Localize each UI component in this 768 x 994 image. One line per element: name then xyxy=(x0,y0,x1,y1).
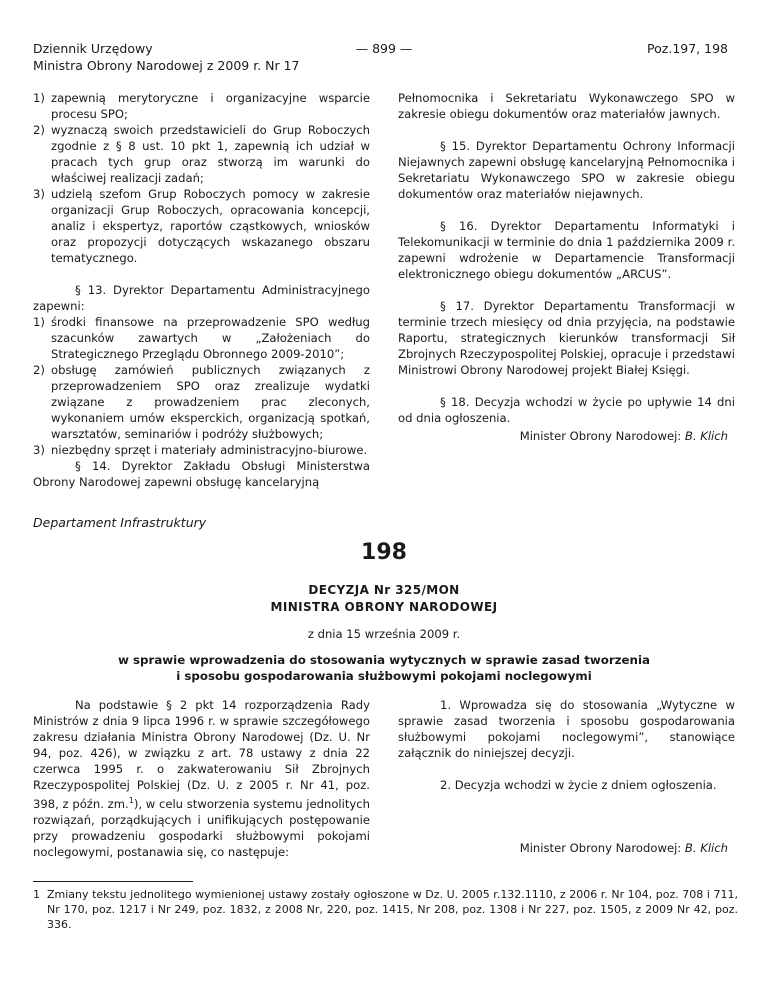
footnote-text: Zmiany tekstu jednolitego wymienionej ustawy zostały ogłoszone w Dz. U. 2005 r.132.1110, z 2006 r. Nr 104, poz. 708 i 711, Nr 170, poz. 1217 i Nr 249, poz. 1832, z 2008 Nr, 220, poz. 1415, Nr 208, poz. 1308 i Nr 227, poz. 1505, z 2009 Nr 42, poz. 336. xyxy=(47,888,738,931)
prev-left-column xyxy=(33,90,370,490)
list-item: 3) niezbędny sprzęt i materiały administracyjno-biurowe. xyxy=(33,443,368,457)
decision-date: z dnia 15 września 2009 r. xyxy=(307,627,461,641)
decision-subject-line2: i sposobu gospodarowania służbowymi pokojami noclegowymi xyxy=(176,669,592,683)
decision-left-column xyxy=(33,697,370,860)
signature-prev: Minister Obrony Narodowej: B. Klich xyxy=(519,429,728,443)
paragraph-14-start: § 14. Dyrektor Zakładu Obsługi Ministerstwa Obrony Narodowej zapewni obsługę kancelaryjną xyxy=(33,459,370,489)
paragraph-17: § 17. Dyrektor Departamentu Transformacji w terminie trzech miesięcy od dnia przyjęcia, na podstawie Raportu, strategicznych kierunków transformacji Sił Zbrojnych Rzeczypospolitej Polskiej, opracuje i przedstawi Ministrowi Obrony Narodowej projekt Białej Księgi. xyxy=(398,299,735,377)
position-number: 198 xyxy=(361,540,407,565)
list-item: 2) obsługę zamówień publicznych związanych z przeprowadzeniem SPO oraz zrealizuje wydatki związane z prowadzeniem prac zleconych, wykonaniem umów eksperckich, organizacją spotkań, warsztatów, seminariów i podróży służbowych; xyxy=(33,363,370,441)
list-item: 1) środki finansowe na przeprowadzenie SPO według szacunków zawartych w „Założeniach do Strategicznego Przeglądu Obronnego 2009-2010”; xyxy=(33,315,370,361)
list-item: 2) wyznaczą swoich przedstawicieli do Grup Roboczych zgodnie z § 8 ust. 10 pkt 1, zapewnią ich udział w pracach tych grup oraz stworzą im warunki do właściwej realizacji zadań; xyxy=(33,123,370,185)
page-number: — 899 — xyxy=(355,41,413,56)
decision-title xyxy=(0,582,768,616)
paragraph-13-intro: § 13. Dyrektor Departamentu Administracyjnego zapewni: xyxy=(33,283,370,313)
paragraph-14-end: Pełnomocnika i Sekretariatu Wykonawczego SPO w zakresie obiegu dokumentów oraz materiałów jawnych. xyxy=(398,91,735,121)
journal-title-line2: Ministra Obrony Narodowej z 2009 r. Nr 17 xyxy=(33,58,300,73)
signature-name: B. Klich xyxy=(684,429,728,443)
preamble: Na podstawie § 2 pkt 14 rozporządzenia Rady Ministrów z dnia 9 lipca 1996 r. w sprawie szczegółowego zakresu działania Ministra Obrony Narodowej (Dz. U. Nr 94, poz. 426), w związku z art. 78 ustawy z dnia 22 czerwca 1995 r. o zakwaterowaniu Sił Zbrojnych Rzeczypospolitej Polskiej (Dz. U. z 2005 r. Nr 41, poz. 398, z późn. zm.$^1$), w celu stworzenia systemu jednolitych rozwiązań, porządkujących i unifikujących postępowanie przy prowadzeniu gospodarki służbowymi pokojami noclegowymi, postanawia się, co następuje: xyxy=(33,698,370,859)
signature-decision: Minister Obrony Narodowej: B. Klich xyxy=(519,841,728,855)
decision-title-line1: DECYZJA Nr 325/MON xyxy=(308,583,460,597)
decision-subject xyxy=(0,652,768,684)
prev-right-column xyxy=(398,90,735,426)
position-numbers: Poz.197, 198 xyxy=(647,41,728,56)
list-item: 3) udzielą szefom Grup Roboczych pomocy w zakresie organizacji Grup Roboczych, opracowania koncepcji, analiz i ekspertyz, raportów cząstkowych, wniosków oraz propozycji dotyczących wskazanego obszaru tematycznego. xyxy=(33,187,370,265)
decision-point-2: 2. Decyzja wchodzi w życie z dniem ogłoszenia. xyxy=(440,778,717,792)
decision-right-column xyxy=(398,697,735,793)
paragraph-15: § 15. Dyrektor Departamentu Ochrony Informacji Niejawnych zapewni obsługę kancelaryjną Pełnomocnika i Sekretariatu Wykonawczego SPO w zakresie obiegu dokumentów oraz materiałów niejawnych. xyxy=(398,139,735,201)
decision-subject-line1: w sprawie wprowadzenia do stosowania wytycznych w sprawie zasad tworzenia xyxy=(118,653,650,667)
paragraph-18: § 18. Decyzja wchodzi w życie po upływie 14 dni od dnia ogłoszenia. xyxy=(398,395,735,425)
paragraph-16: § 16. Dyrektor Departamentu Informatyki i Telekomunikacji w terminie do dnia 1 października 2009 r. zapewni wdrożenie w Departamencie Transformacji elektronicznego obiegu dokumentów „ARCUS”. xyxy=(398,219,735,281)
decision-point-1: 1. Wprowadza się do stosowania „Wytyczne w sprawie zasad tworzenia i sposobu gospodarowania służbowymi pokojami noclegowymi”, stanowiące załącznik do niniejszej decyzji. xyxy=(398,698,735,760)
department-name: Departament Infrastruktury xyxy=(33,515,207,530)
decision-title-line2: MINISTRA OBRONY NARODOWEJ xyxy=(270,600,498,614)
footnote xyxy=(33,887,738,932)
footnote-mark: 1 xyxy=(33,888,40,901)
footnote-separator xyxy=(33,881,193,882)
list-item: 1) zapewnią merytoryczne i organizacyjne wsparcie procesu SPO; xyxy=(33,91,370,121)
signature-name: B. Klich xyxy=(684,841,728,855)
journal-title-line1: Dziennik Urzędowy xyxy=(33,41,153,56)
footnote-ref: 1 xyxy=(128,796,134,805)
